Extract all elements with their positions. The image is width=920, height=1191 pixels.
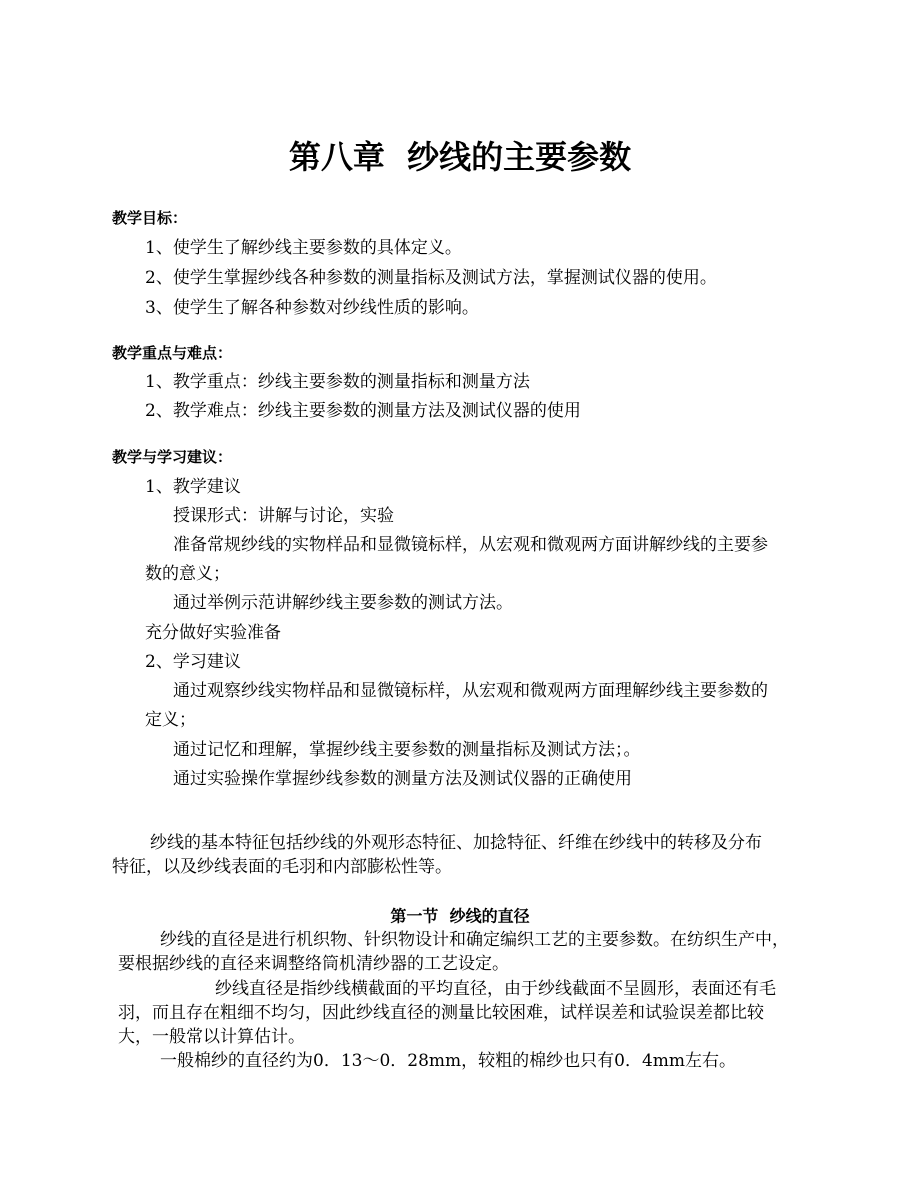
suggestion-line: 通过实验操作掌握纱线参数的测量方法及测试仪器的正确使用 — [173, 769, 632, 789]
suggestion-line: 数的意义； — [145, 564, 230, 584]
suggestion-line: 授课形式：讲解与讨论，实验 — [173, 506, 394, 526]
suggestions-heading: 教学与学习建议： — [112, 448, 233, 466]
section-line: 羽，而且存在粗细不均匀，因此纱线直径的测量比较困难，试样误差和试验误差都比较 — [118, 1003, 764, 1023]
section-line: 要根据纱线的直径来调整络筒机清纱器的工艺设定。 — [118, 954, 509, 974]
key-point-item: 2、教学难点：纱线主要参数的测量方法及测试仪器的使用 — [145, 401, 581, 421]
objective-item: 2、使学生掌握纱线各种参数的测量指标及测试方法，掌握测试仪器的使用。 — [145, 268, 717, 288]
objective-item: 3、使学生了解各种参数对纱线性质的影响。 — [145, 298, 479, 318]
section-line: 一般棉纱的直径约为0．13～0．28mm，较粗的棉纱也只有0．4mm左右。 — [160, 1051, 737, 1071]
suggestion-line: 通过观察纱线实物样品和显微镜标样，从宏观和微观两方面理解纱线主要参数的 — [173, 681, 768, 701]
objectives-heading: 教学目标： — [112, 209, 188, 227]
chapter-title: 第八章 纱线的主要参数 — [288, 138, 632, 176]
suggestion-line: 通过记忆和理解，掌握纱线主要参数的测量指标及测试方法；。 — [173, 740, 641, 760]
intro-line: 特征，以及纱线表面的毛羽和内部膨松性等。 — [112, 857, 452, 877]
suggestion-line: 2、学习建议 — [145, 652, 241, 672]
section-line: 纱线的直径是进行机织物、针织物设计和确定编织工艺的主要参数。在纺织生产中， — [160, 930, 789, 950]
key-points-heading: 教学重点与难点： — [112, 344, 233, 362]
suggestion-line: 充分做好实验准备 — [145, 623, 281, 643]
objective-item: 1、使学生了解纱线主要参数的具体定义。 — [145, 238, 462, 258]
key-point-item: 1、教学重点：纱线主要参数的测量指标和测量方法 — [145, 372, 530, 392]
suggestion-line: 定义； — [145, 710, 196, 730]
section-line: 大，一般常以计算估计。 — [118, 1027, 305, 1047]
section-line: 纱线直径是指纱线横截面的平均直径，由于纱线截面不呈圆形，表面还有毛 — [215, 979, 776, 999]
suggestion-line: 准备常规纱线的实物样品和显微镜标样，从宏观和微观两方面讲解纱线的主要参 — [173, 535, 768, 555]
section-heading: 第一节 纱线的直径 — [390, 906, 530, 926]
suggestion-line: 1、教学建议 — [145, 477, 241, 497]
intro-line: 纱线的基本特征包括纱线的外观形态特征、加捻特征、纤维在纱线中的转移及分布 — [150, 833, 762, 853]
suggestion-line: 通过举例示范讲解纱线主要参数的测试方法。 — [173, 593, 513, 613]
